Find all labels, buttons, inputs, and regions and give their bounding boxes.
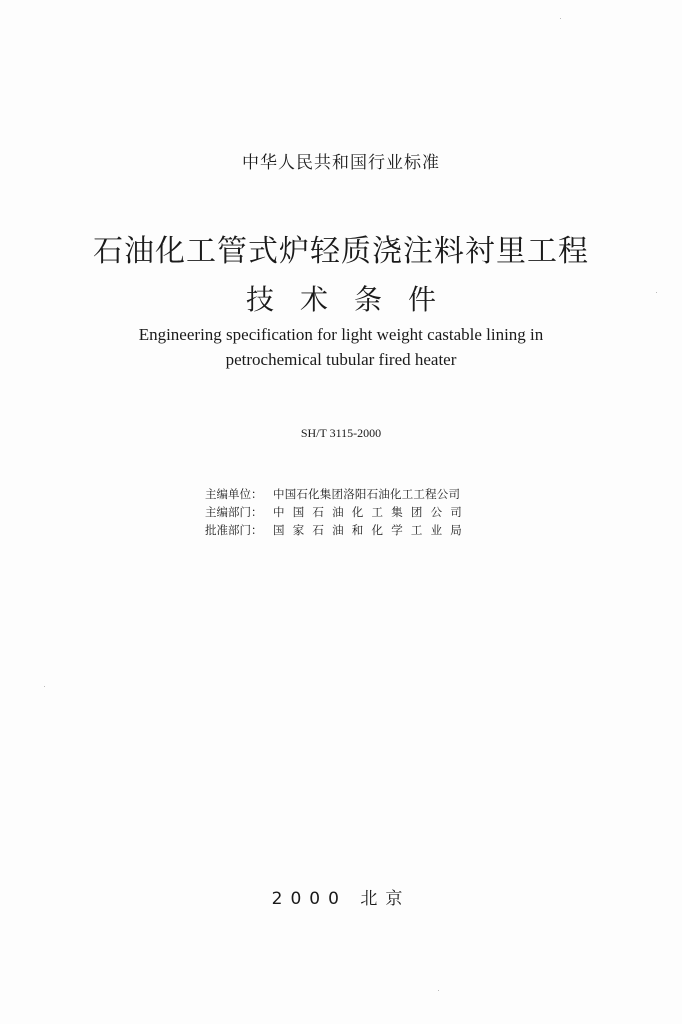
scan-speck	[44, 686, 45, 687]
publication-year-place: 2000 北京	[271, 889, 411, 909]
scan-speck	[656, 292, 657, 293]
scan-speck	[560, 18, 561, 19]
english-title-line-1: Engineering specification for light weight castable lining in	[138, 325, 544, 344]
org-value: 中国石化集团洛阳石油化工工程公司	[273, 487, 461, 501]
org-row-editor-unit	[205, 485, 470, 503]
standard-code: SH/T 3115-2000	[300, 426, 382, 440]
chinese-title: 石油化工管式炉轻质浇注料衬里工程	[93, 234, 589, 269]
english-title	[0, 322, 682, 372]
chinese-subtitle: 技术条件	[245, 283, 462, 316]
english-title-line-2: petrochemical tubular fired heater	[225, 350, 457, 369]
org-label: 批准部门：	[205, 523, 263, 537]
org-label: 主编单位：	[205, 487, 263, 501]
org-row-editor-department	[205, 503, 470, 521]
scan-speck	[438, 990, 439, 991]
org-row-approval-department	[205, 521, 470, 539]
organization-list	[205, 485, 470, 539]
org-label: 主编部门：	[205, 505, 263, 519]
org-value: 国家石油和化学工业局	[273, 523, 470, 537]
standard-category: 中华人民共和国行业标准	[242, 153, 440, 173]
org-value: 中国石油化工集团公司	[273, 505, 470, 519]
